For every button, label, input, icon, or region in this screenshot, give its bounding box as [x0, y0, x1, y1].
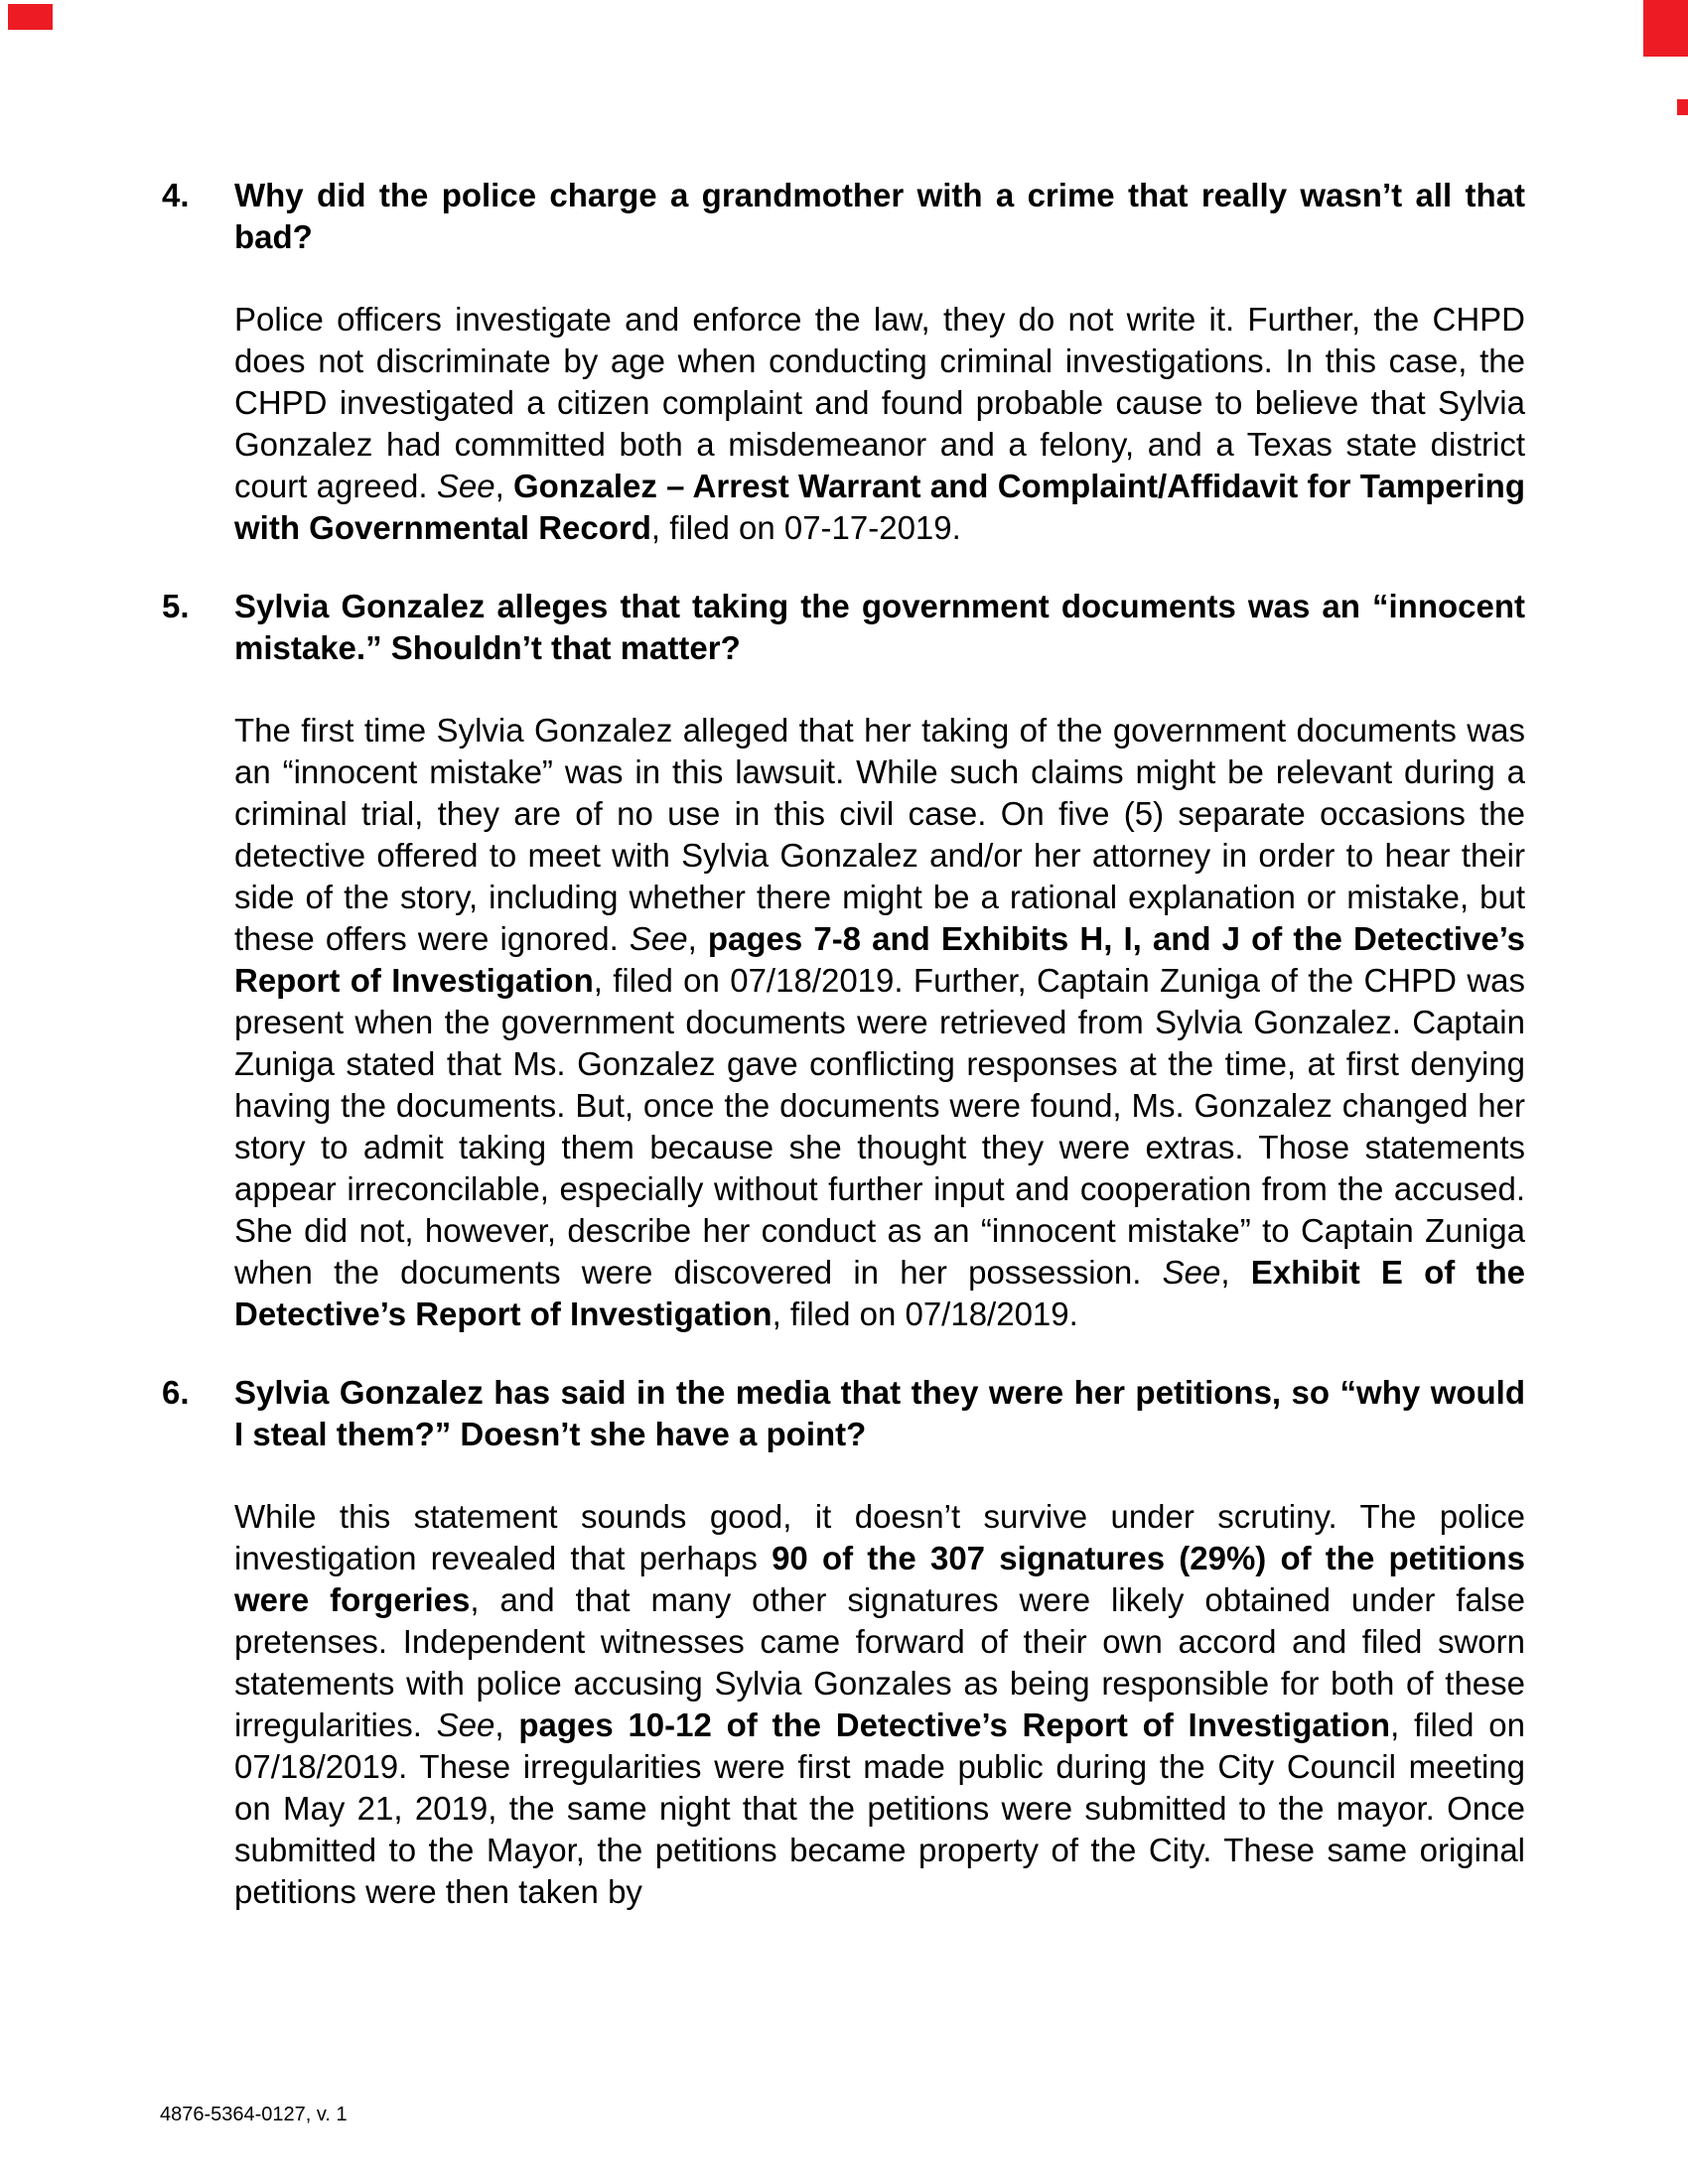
- item-number: 6.: [162, 1374, 190, 1411]
- item-answer: The first time Sylvia Gonzalez alleged that her taking of the government documents was an “innocent mistake” was in this lawsuit. While such claims might be relevant during a criminal trial, they are of no use in this civil case. On five (5) separate occasions the detective offered to meet with Sylvia Gonzalez and/or her attorney in order to hear their side of the story, including whether there might be a rational explanation or mistake, but these offers were ignored. See, pages 7-8 and Exhibits H, I, and J of the Detective’s Report of Investigation, filed on 07/18/2019. Further, Captain Zuniga of the CHPD was present when the government documents were retrieved from Sylvia Gonzalez. Captain Zuniga stated that Ms. Gonzalez gave conflicting responses at the time, at first denying having the documents. But, once the documents were found, Ms. Gonzalez changed her story to admit taking them because she thought they were extras. Those statements appear irreconcilable, especially without further input and cooperation from the accused. She did not, however, describe her conduct as an “innocent mistake” to Captain Zuniga when the documents were discovered in her possession. See, Exhibit E of the Detective’s Report of Investigation, filed on 07/18/2019.: [234, 712, 1526, 1332]
- item-answer: While this statement sounds good, it doesn’t survive under scrutiny. The police investigation revealed that perhaps 90 of the 307 signatures (29%) of the petitions were forgeries, and that many other signatures were likely obtained under false pretenses. Independent witnesses came forward of their own accord and filed sworn statements with police accusing Sylvia Gonzales as being responsible for both of these irregularities. See, pages 10-12 of the Detective’s Report of Investigation, filed on 07/18/2019. These irregularities were first made public during the City Council meeting on May 21, 2019, the same night that the petitions were submitted to the mayor. Once submitted to the Mayor, the petitions became property of the City. These same original petitions were then taken by: [234, 1498, 1526, 1910]
- item-body: [234, 586, 1525, 1372]
- faq-item-4: [162, 175, 1525, 586]
- scan-mark-top-right: [1643, 0, 1688, 57]
- item-number: 4.: [162, 177, 190, 213]
- item-body: [234, 1372, 1525, 1950]
- faq-item-5: [162, 586, 1525, 1372]
- document-page: [162, 175, 1525, 1950]
- scan-mark-top-left: [8, 4, 53, 30]
- item-answer: Police officers investigate and enforce the law, they do not write it. Further, the CHPD does not discriminate by age when conducting criminal investigations. In this case, the CHPD investigated a citizen complaint and found probable cause to believe that Sylvia Gonzalez had committed both a misdemeanor and a felony, and a Texas state district court agreed. See, Gonzalez – Arrest Warrant and Complaint/Affidavit for Tampering with Governmental Record, filed on 07-17-2019.: [234, 301, 1526, 546]
- item-question: Sylvia Gonzalez alleges that taking the government documents was an “innocent mistake.” Shouldn’t that matter?: [234, 588, 1525, 666]
- faq-item-6: [162, 1372, 1525, 1950]
- item-number: 5.: [162, 588, 190, 624]
- item-body: [234, 175, 1525, 586]
- item-question: Why did the police charge a grandmother with a crime that really wasn’t all that bad?: [234, 177, 1525, 255]
- scan-mark-right-edge: [1677, 99, 1688, 115]
- document-control-number: 4876-5364-0127, v. 1: [160, 2104, 348, 2125]
- item-question: Sylvia Gonzalez has said in the media that they were her petitions, so “why would I steal them?” Doesn’t she have a point?: [234, 1374, 1525, 1452]
